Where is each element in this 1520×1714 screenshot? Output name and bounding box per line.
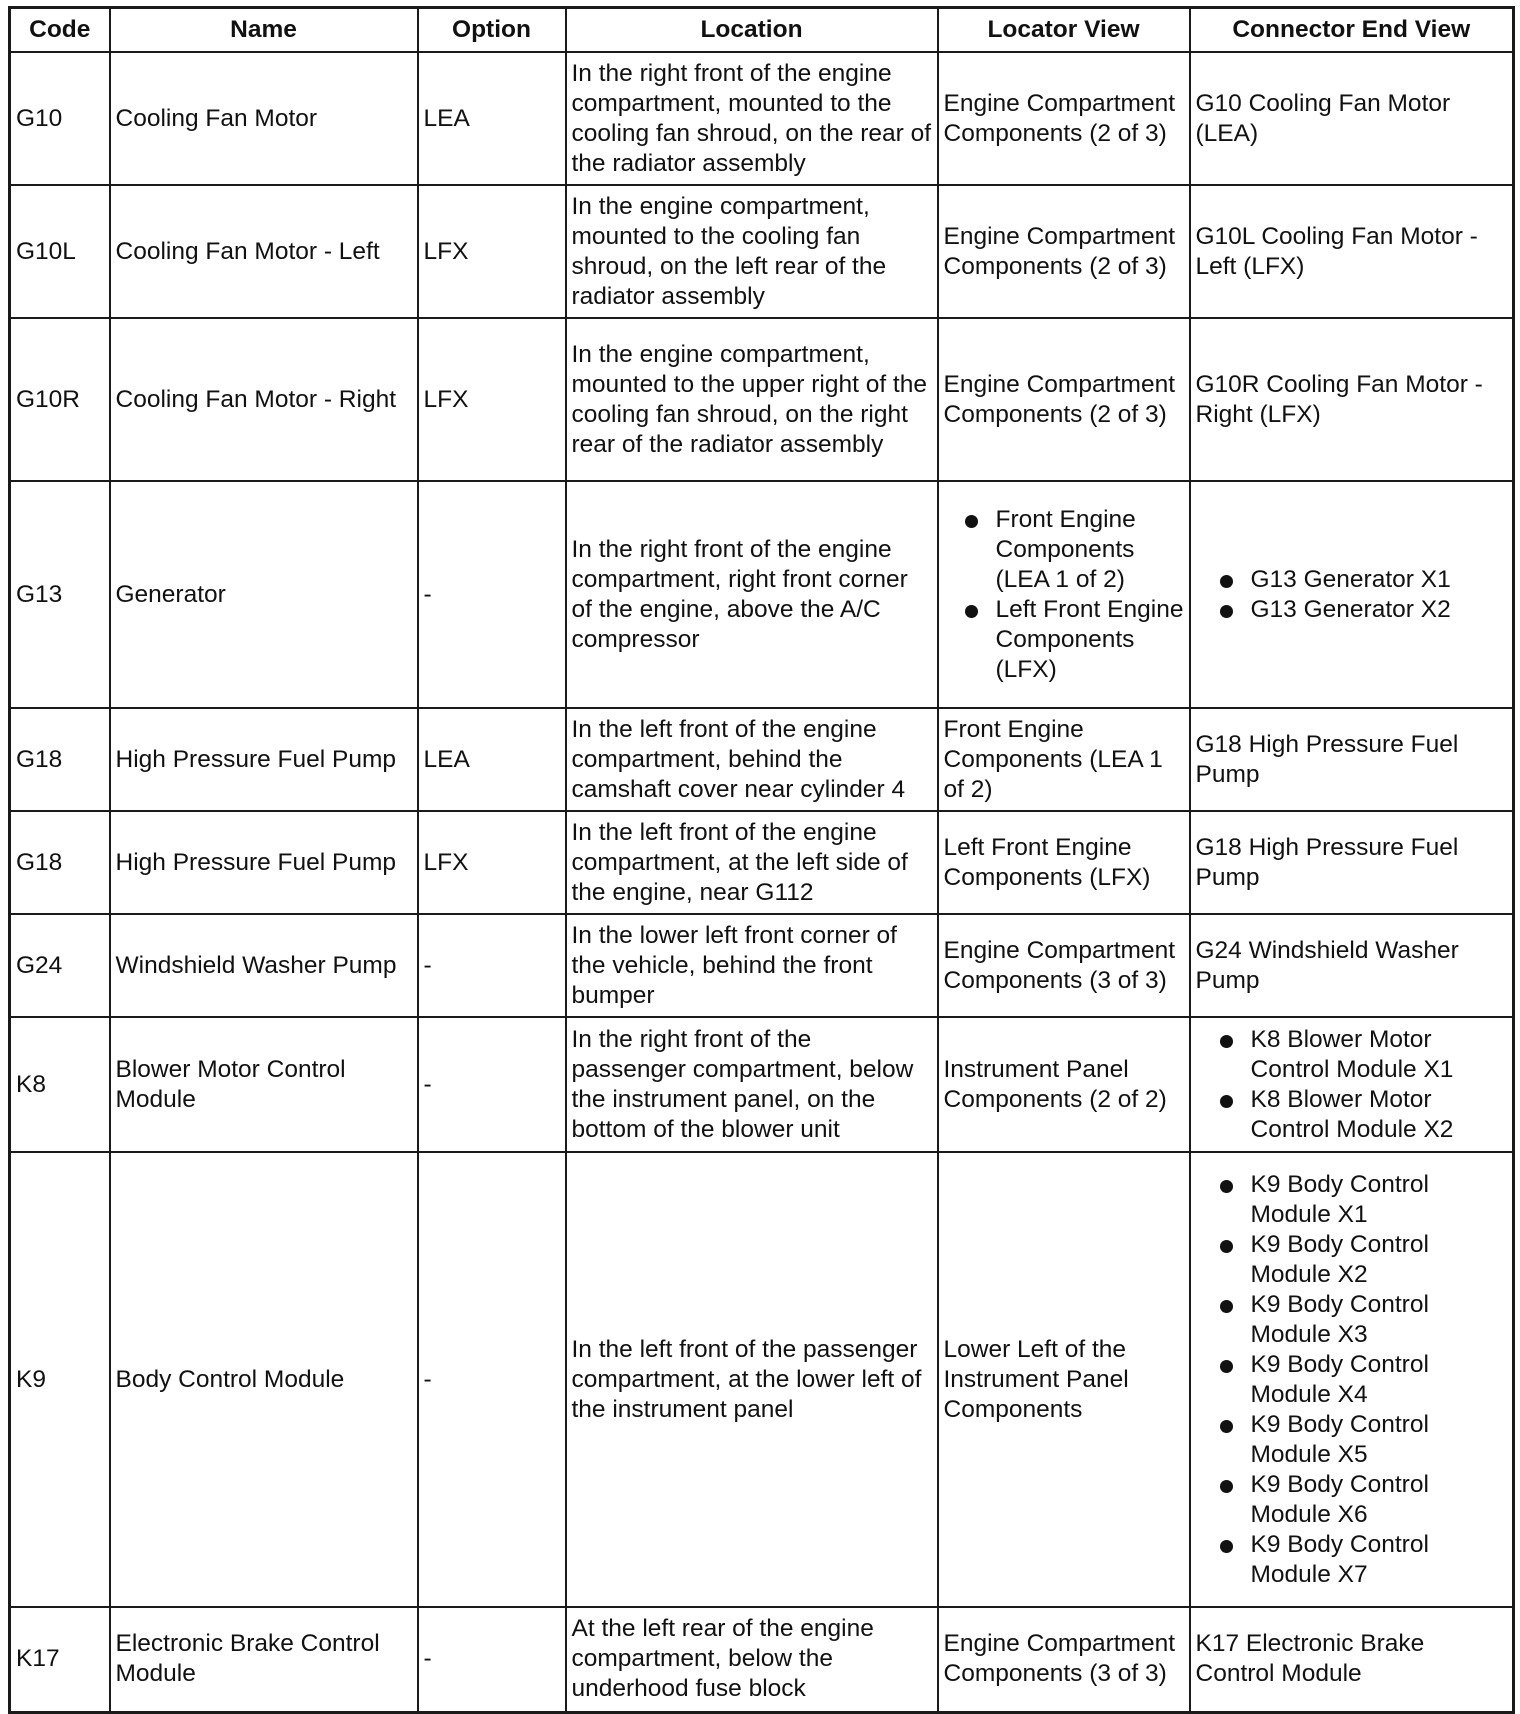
cell-location: In the engine compartment, mounted to the cooling fan shroud, on the left rear of the radiator assembly — [566, 185, 938, 318]
table-row — [10, 914, 1514, 1017]
cell-connector-end-view — [1190, 811, 1514, 914]
header-locator-view: Locator View — [938, 8, 1190, 53]
table-row — [10, 1017, 1514, 1152]
table-row — [10, 481, 1514, 708]
cell-locator-view — [938, 914, 1190, 1017]
cell-connector-end-view — [1190, 1607, 1514, 1712]
cell-code: G10R — [10, 318, 110, 481]
connector-end-view-list-item[interactable]: K9 Body Control Module X4 — [1196, 1350, 1508, 1410]
cell-location: At the left rear of the engine compartment, below the underhood fuse block — [566, 1607, 938, 1712]
header-connector-end-view: Connector End View — [1190, 8, 1514, 53]
connector-end-view-list — [1196, 1170, 1508, 1590]
component-locator-table — [8, 6, 1515, 1714]
connector-end-view-list-item[interactable]: G13 Generator X2 — [1196, 595, 1508, 625]
cell-option: LFX — [418, 185, 566, 318]
connector-end-view-link[interactable]: G10L Cooling Fan Motor - Left (LFX) — [1195, 222, 1478, 280]
cell-location: In the right front of the passenger compartment, below the instrument panel, on the bottom of the blower unit — [566, 1017, 938, 1152]
cell-locator-view — [938, 1607, 1190, 1712]
connector-end-view-link[interactable]: G10 Cooling Fan Motor (LEA) — [1195, 89, 1451, 147]
cell-code: K17 — [10, 1607, 110, 1712]
table-header — [10, 8, 1514, 53]
cell-name: High Pressure Fuel Pump — [110, 811, 418, 914]
cell-connector-end-view — [1190, 52, 1514, 185]
cell-code: G24 — [10, 914, 110, 1017]
locator-view-link[interactable]: Engine Compartment Components (2 of 3) — [943, 370, 1176, 428]
connector-end-view-list-item[interactable]: K9 Body Control Module X1 — [1196, 1170, 1508, 1230]
connector-end-view-list-item[interactable]: K9 Body Control Module X2 — [1196, 1230, 1508, 1290]
cell-code: G18 — [10, 811, 110, 914]
connector-end-view-link[interactable]: G10R Cooling Fan Motor - Right (LFX) — [1195, 370, 1483, 428]
connector-end-view-list-item[interactable]: K9 Body Control Module X6 — [1196, 1470, 1508, 1530]
header-name: Name — [110, 8, 418, 53]
connector-end-view-list-item[interactable]: K8 Blower Motor Control Module X2 — [1196, 1085, 1508, 1145]
connector-end-view-list-item[interactable]: K8 Blower Motor Control Module X1 — [1196, 1025, 1508, 1085]
cell-code: G18 — [10, 708, 110, 811]
cell-location: In the right front of the engine compartment, right front corner of the engine, above the A/C compressor — [566, 481, 938, 708]
cell-name: High Pressure Fuel Pump — [110, 708, 418, 811]
connector-end-view-list — [1196, 1025, 1508, 1145]
cell-name: Electronic Brake Control Module — [110, 1607, 418, 1712]
cell-code: G10 — [10, 52, 110, 185]
cell-option: - — [418, 1152, 566, 1607]
connector-end-view-list-item[interactable]: G13 Generator X1 — [1196, 565, 1508, 595]
cell-connector-end-view — [1190, 708, 1514, 811]
table-row — [10, 1607, 1514, 1712]
cell-connector-end-view — [1190, 185, 1514, 318]
header-location: Location — [566, 8, 938, 53]
component-locator-table-container — [8, 6, 1515, 1714]
header-option: Option — [418, 8, 566, 53]
cell-code: K9 — [10, 1152, 110, 1607]
cell-name: Cooling Fan Motor - Right — [110, 318, 418, 481]
locator-view-link[interactable]: Left Front Engine Components (LFX) — [943, 833, 1151, 891]
cell-name: Windshield Washer Pump — [110, 914, 418, 1017]
cell-locator-view — [938, 481, 1190, 708]
cell-location: In the engine compartment, mounted to the upper right of the cooling fan shroud, on the right rear of the radiator assembly — [566, 318, 938, 481]
cell-name: Blower Motor Control Module — [110, 1017, 418, 1152]
cell-location: In the right front of the engine compartment, mounted to the cooling fan shroud, on the rear of the radiator assembly — [566, 52, 938, 185]
cell-locator-view — [938, 318, 1190, 481]
cell-locator-view — [938, 185, 1190, 318]
locator-view-link[interactable]: Lower Left of the Instrument Panel Components — [943, 1335, 1129, 1423]
locator-view-link[interactable]: Engine Compartment Components (3 of 3) — [943, 1630, 1176, 1688]
cell-option: LFX — [418, 811, 566, 914]
cell-code: G10L — [10, 185, 110, 318]
table-row — [10, 1152, 1514, 1607]
cell-locator-view — [938, 1152, 1190, 1607]
cell-name: Cooling Fan Motor - Left — [110, 185, 418, 318]
connector-end-view-list-item[interactable]: K9 Body Control Module X3 — [1196, 1290, 1508, 1350]
cell-locator-view — [938, 52, 1190, 185]
connector-end-view-link[interactable]: G18 High Pressure Fuel Pump — [1195, 833, 1459, 891]
cell-connector-end-view — [1190, 914, 1514, 1017]
locator-view-link[interactable]: Front Engine Components (LEA 1 of 2) — [943, 715, 1163, 803]
cell-locator-view — [938, 811, 1190, 914]
cell-connector-end-view — [1190, 1017, 1514, 1152]
locator-view-list — [944, 505, 1184, 685]
cell-option: - — [418, 481, 566, 708]
header-code: Code — [10, 8, 110, 53]
cell-option: - — [418, 1607, 566, 1712]
table-row — [10, 185, 1514, 318]
cell-option: LEA — [418, 708, 566, 811]
cell-option: - — [418, 1017, 566, 1152]
table-body — [10, 52, 1514, 1712]
connector-end-view-list-item[interactable]: K9 Body Control Module X7 — [1196, 1530, 1508, 1590]
table-row — [10, 52, 1514, 185]
cell-locator-view — [938, 708, 1190, 811]
cell-location: In the lower left front corner of the vehicle, behind the front bumper — [566, 914, 938, 1017]
cell-location: In the left front of the passenger compartment, at the lower left of the instrument panel — [566, 1152, 938, 1607]
table-row — [10, 318, 1514, 481]
header-row — [10, 8, 1514, 53]
connector-end-view-link[interactable]: K17 Electronic Brake Control Module — [1195, 1630, 1425, 1688]
table-row — [10, 708, 1514, 811]
connector-end-view-list — [1196, 565, 1508, 625]
locator-view-link[interactable]: Engine Compartment Components (3 of 3) — [943, 936, 1176, 994]
connector-end-view-list-item[interactable]: K9 Body Control Module X5 — [1196, 1410, 1508, 1470]
cell-name: Body Control Module — [110, 1152, 418, 1607]
cell-location: In the left front of the engine compartment, at the left side of the engine, near G112 — [566, 811, 938, 914]
cell-code: G13 — [10, 481, 110, 708]
locator-view-link[interactable]: Engine Compartment Components (2 of 3) — [943, 89, 1176, 147]
cell-location: In the left front of the engine compartment, behind the camshaft cover near cylinder 4 — [566, 708, 938, 811]
connector-end-view-link[interactable]: G24 Windshield Washer Pump — [1195, 936, 1459, 994]
cell-option: LFX — [418, 318, 566, 481]
locator-view-link[interactable]: Engine Compartment Components (2 of 3) — [943, 222, 1176, 280]
cell-option: LEA — [418, 52, 566, 185]
cell-option: - — [418, 914, 566, 1017]
connector-end-view-link[interactable]: G18 High Pressure Fuel Pump — [1195, 730, 1459, 788]
locator-view-link[interactable]: Instrument Panel Components (2 of 2) — [943, 1055, 1167, 1113]
cell-locator-view — [938, 1017, 1190, 1152]
table-row — [10, 811, 1514, 914]
cell-code: K8 — [10, 1017, 110, 1152]
cell-connector-end-view — [1190, 481, 1514, 708]
cell-connector-end-view — [1190, 1152, 1514, 1607]
cell-connector-end-view — [1190, 318, 1514, 481]
locator-view-list-item[interactable]: Left Front Engine Components (LFX) — [944, 595, 1184, 685]
cell-name: Cooling Fan Motor — [110, 52, 418, 185]
cell-name: Generator — [110, 481, 418, 708]
locator-view-list-item[interactable]: Front Engine Components (LEA 1 of 2) — [944, 505, 1184, 595]
